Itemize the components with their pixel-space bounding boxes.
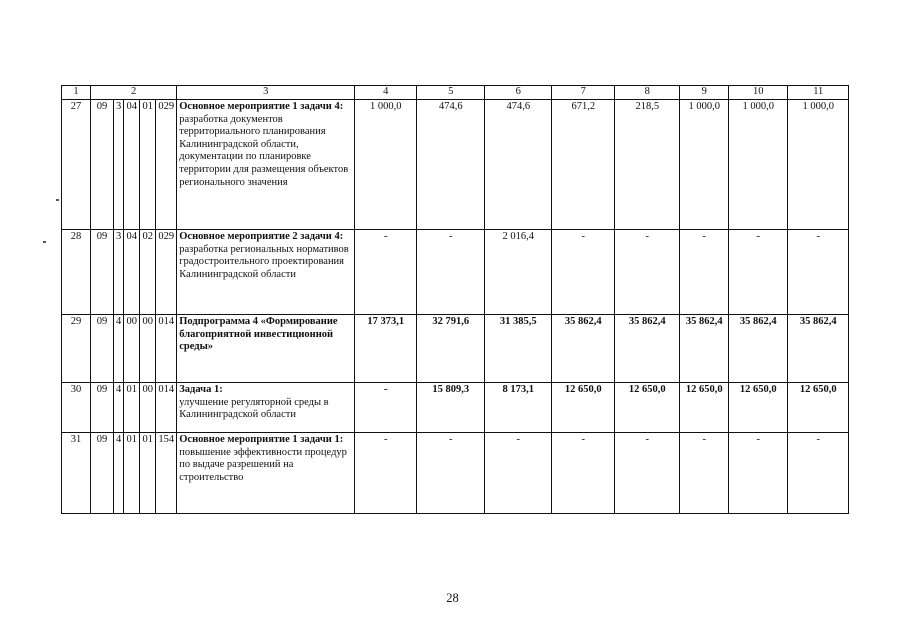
value-cell: - [417, 433, 485, 514]
value-cell: 1 000,0 [355, 100, 417, 230]
value-cell: 474,6 [485, 100, 552, 230]
code-cell: 01 [124, 383, 140, 433]
description-cell [177, 100, 355, 230]
code-cell: 09 [91, 383, 114, 433]
value-cell: - [615, 433, 680, 514]
value-cell: 474,6 [417, 100, 485, 230]
value-cell: 8 173,1 [485, 383, 552, 433]
code-cell: 4 [114, 315, 124, 383]
scan-speck [43, 241, 46, 243]
code-cell: 01 [140, 100, 156, 230]
row-number-cell: 29 [62, 315, 91, 383]
description-title: Подпрограмма 4 «Формирование благоприятной инвестиционной среды» [179, 316, 338, 353]
description-cell [177, 433, 355, 514]
code-cell: 014 [156, 383, 177, 433]
value-cell: 15 809,3 [417, 383, 485, 433]
header-col-4: 4 [355, 86, 417, 100]
code-cell: 029 [156, 100, 177, 230]
description-text: улучшение регуляторной среды в Калининградской области [179, 396, 329, 421]
value-cell: - [729, 230, 788, 315]
value-cell: 35 862,4 [680, 315, 729, 383]
table-row [62, 383, 849, 433]
code-cell: 154 [156, 433, 177, 514]
row-number-cell: 27 [62, 100, 91, 230]
value-cell: 218,5 [615, 100, 680, 230]
header-row [62, 86, 849, 100]
row-number-cell: 31 [62, 433, 91, 514]
code-cell: 3 [114, 100, 124, 230]
description-title: Основное мероприятие 2 задачи 4: [179, 231, 344, 242]
value-cell: - [552, 230, 615, 315]
header-col-3: 3 [177, 86, 355, 100]
code-cell: 09 [91, 100, 114, 230]
code-cell: 01 [124, 433, 140, 514]
code-cell: 04 [124, 230, 140, 315]
table-row [62, 100, 849, 230]
code-cell: 01 [140, 433, 156, 514]
page-number: 28 [446, 591, 459, 605]
budget-table [61, 85, 849, 514]
value-cell: - [355, 230, 417, 315]
scan-speck [56, 199, 59, 201]
value-cell: - [355, 433, 417, 514]
table-row [62, 230, 849, 315]
value-cell: - [417, 230, 485, 315]
header-col-10: 10 [729, 86, 788, 100]
value-cell: 17 373,1 [355, 315, 417, 383]
value-cell: 1 000,0 [788, 100, 849, 230]
value-cell: 12 650,0 [788, 383, 849, 433]
row-number-cell: 28 [62, 230, 91, 315]
header-col-9: 9 [680, 86, 729, 100]
value-cell: 671,2 [552, 100, 615, 230]
code-cell: 3 [114, 230, 124, 315]
description-cell [177, 230, 355, 315]
value-cell: 1 000,0 [729, 100, 788, 230]
description-text: разработка региональных нормативов градостроительного проектирования Калининградской области [179, 243, 349, 280]
value-cell: 35 862,4 [615, 315, 680, 383]
value-cell: 12 650,0 [680, 383, 729, 433]
header-col-11: 11 [788, 86, 849, 100]
code-cell: 09 [91, 315, 114, 383]
value-cell: - [355, 383, 417, 433]
code-cell: 029 [156, 230, 177, 315]
code-cell: 4 [114, 433, 124, 514]
description-title: Основное мероприятие 1 задачи 1: [179, 434, 344, 445]
header-col-1: 1 [62, 86, 91, 100]
header-col-5: 5 [417, 86, 485, 100]
code-cell: 4 [114, 383, 124, 433]
value-cell: 35 862,4 [552, 315, 615, 383]
code-cell: 02 [140, 230, 156, 315]
description-text: разработка документов территориального планирования Калининградской области, документации по планировке территории для размещения объектов регионального значения [179, 113, 349, 188]
value-cell: - [680, 230, 729, 315]
header-col-2: 2 [91, 86, 177, 100]
code-cell: 09 [91, 433, 114, 514]
value-cell: 32 791,6 [417, 315, 485, 383]
value-cell: 2 016,4 [485, 230, 552, 315]
value-cell: - [615, 230, 680, 315]
value-cell: - [552, 433, 615, 514]
table-row [62, 315, 849, 383]
description-cell [177, 315, 355, 383]
row-number-cell: 30 [62, 383, 91, 433]
table-row [62, 433, 849, 514]
description-title: Задача 1: [179, 384, 223, 395]
description-cell [177, 383, 355, 433]
value-cell: 12 650,0 [552, 383, 615, 433]
value-cell: 12 650,0 [615, 383, 680, 433]
code-cell: 014 [156, 315, 177, 383]
value-cell: - [680, 433, 729, 514]
code-cell: 00 [124, 315, 140, 383]
value-cell: 35 862,4 [788, 315, 849, 383]
header-col-7: 7 [552, 86, 615, 100]
value-cell: 12 650,0 [729, 383, 788, 433]
value-cell: - [485, 433, 552, 514]
header-col-8: 8 [615, 86, 680, 100]
value-cell: - [788, 433, 849, 514]
value-cell: - [729, 433, 788, 514]
value-cell: 31 385,5 [485, 315, 552, 383]
value-cell: 1 000,0 [680, 100, 729, 230]
header-col-6: 6 [485, 86, 552, 100]
description-title: Основное мероприятие 1 задачи 4: [179, 101, 344, 112]
code-cell: 04 [124, 100, 140, 230]
description-text: повышение эффективности процедур по выдаче разрешений на строительство [179, 446, 347, 483]
code-cell: 00 [140, 383, 156, 433]
code-cell: 09 [91, 230, 114, 315]
value-cell: - [788, 230, 849, 315]
code-cell: 00 [140, 315, 156, 383]
value-cell: 35 862,4 [729, 315, 788, 383]
